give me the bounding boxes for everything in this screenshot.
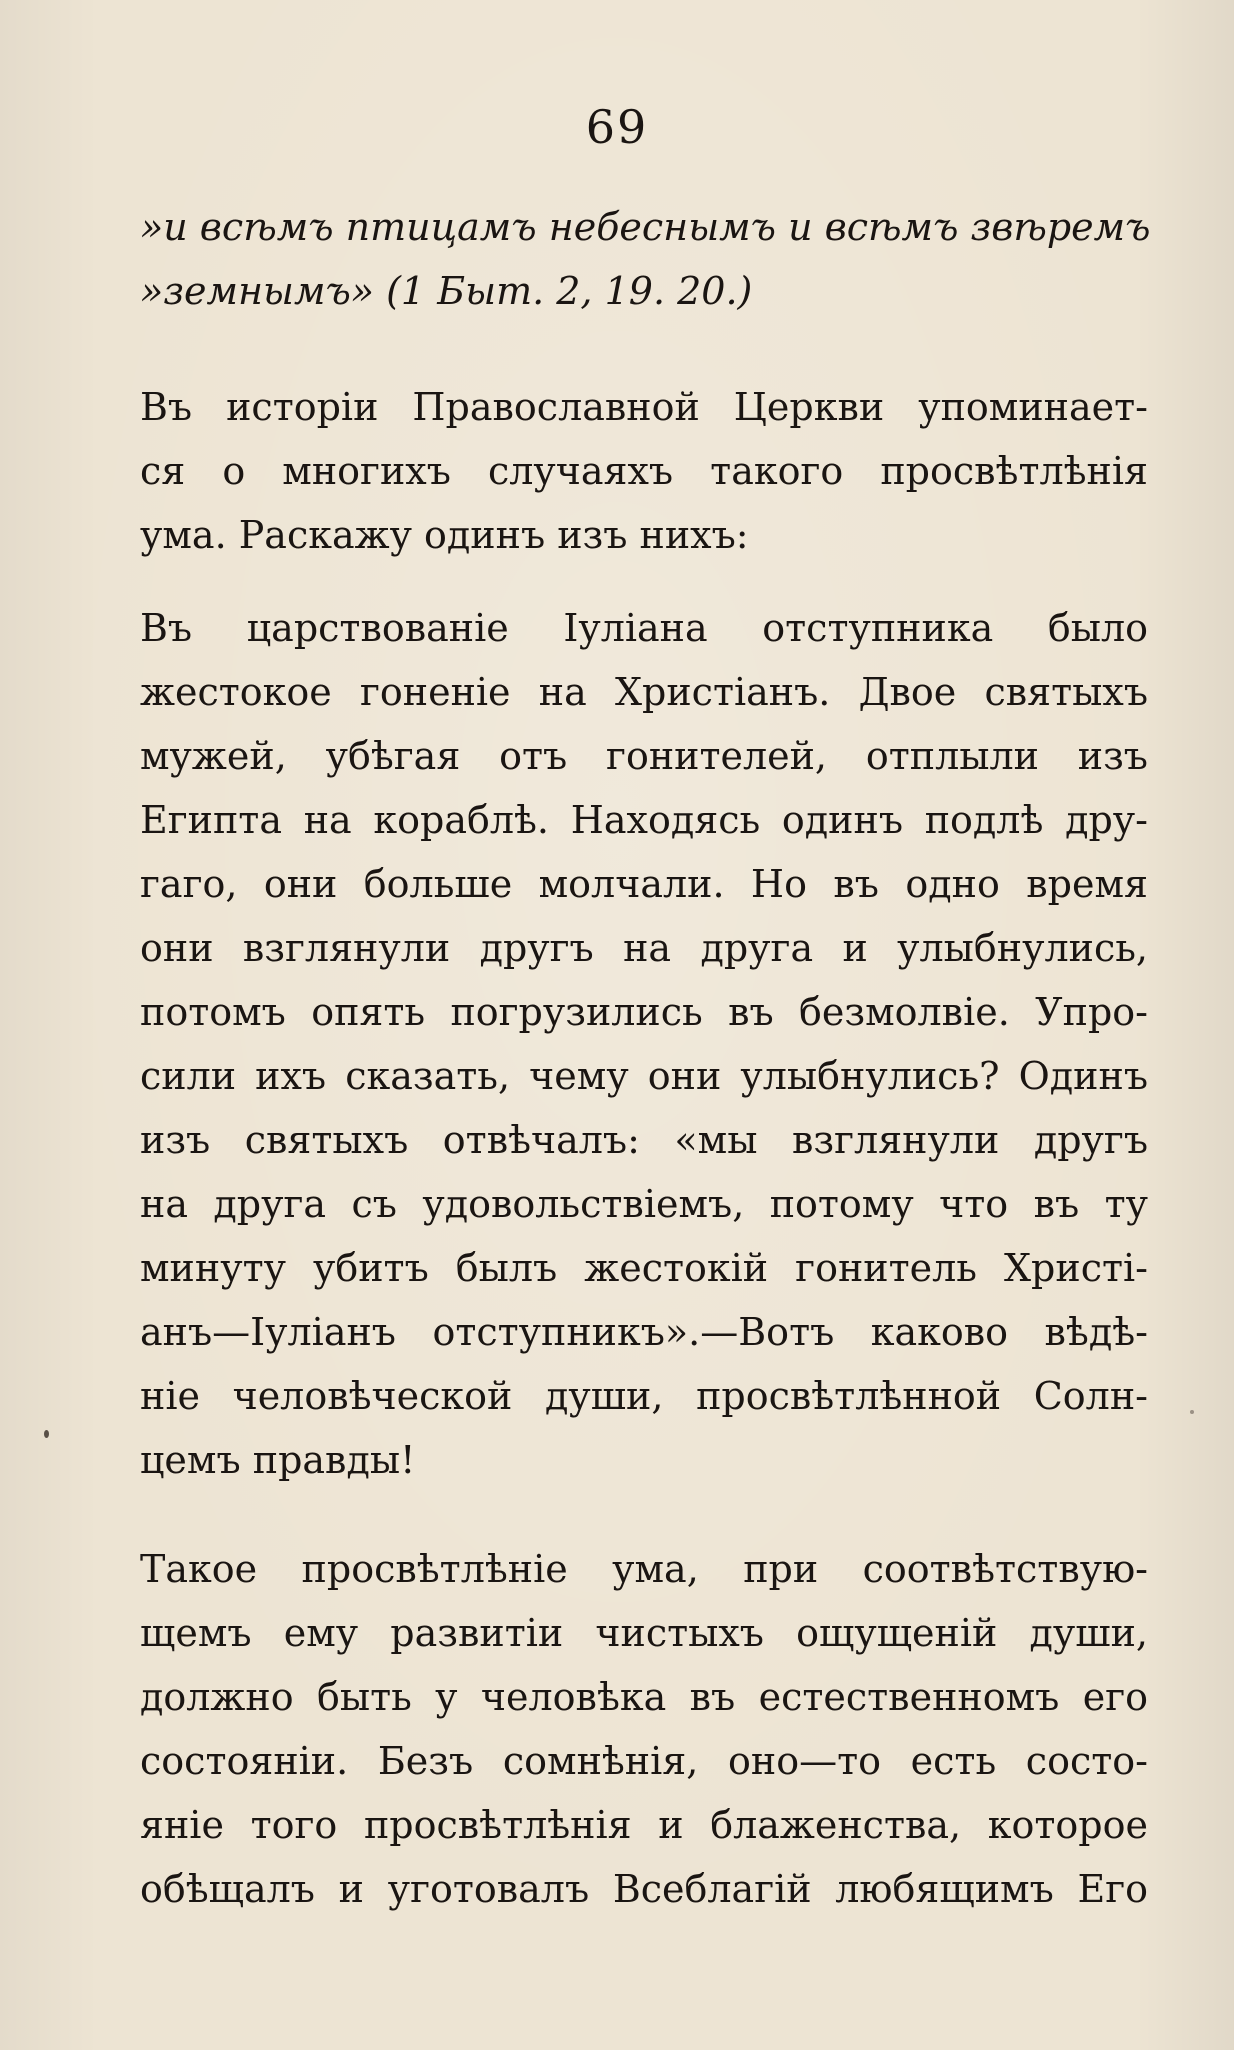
text-line: анъ—Іуліанъ отступникъ».—Вотъ каково вѣдѣ- <box>140 1310 1148 1354</box>
text-line: изъ святыхъ отвѣчалъ: «мы взглянули другъ <box>140 1118 1148 1162</box>
text-line: они взглянули другъ на друга и улыбнулись, <box>140 926 1148 970</box>
text-line: яніе того просвѣтлѣнія и блаженства, которое <box>140 1803 1148 1847</box>
quote-line: »и всѣмъ птицамъ небеснымъ и всѣмъ звѣремъ <box>140 205 1151 249</box>
paragraph <box>140 1537 1148 1921</box>
text-line: ся о многихъ случаяхъ такого просвѣтлѣнія <box>140 449 1148 493</box>
text-line: должно быть у человѣка въ естественномъ его <box>140 1675 1148 1719</box>
text-line: Въ исторіи Православной Церкви упоминает- <box>140 385 1148 429</box>
text-line: Такое просвѣтлѣніе ума, при соотвѣтствую- <box>140 1547 1148 1591</box>
text-line: Въ царствованіе Іуліана отступника было <box>140 606 1148 650</box>
ink-speck <box>44 1430 49 1438</box>
paragraph <box>140 375 1148 567</box>
text-line: минуту убитъ былъ жестокій гонитель Христі- <box>140 1246 1148 1290</box>
text-line: состояніи. Безъ сомнѣнія, оно—то есть состо- <box>140 1739 1148 1783</box>
page-number: 69 <box>585 100 649 154</box>
ink-speck <box>1190 1410 1194 1414</box>
text-line: щемъ ему развитіи чистыхъ ощущеній души, <box>140 1611 1148 1655</box>
text-line: ума. Раскажу одинъ изъ нихъ: <box>140 513 749 557</box>
text-line: Египта на кораблѣ. Находясь одинъ подлѣ дру- <box>140 798 1148 842</box>
text-line: гаго, они больше молчали. Но въ одно время <box>140 862 1148 906</box>
text-line: мужей, убѣгая отъ гонителей, отплыли изъ <box>140 734 1148 778</box>
text-line: цемъ правды! <box>140 1438 416 1482</box>
paragraph <box>140 596 1148 1492</box>
text-line: сили ихъ сказать, чему они улыбнулись? Одинъ <box>140 1054 1148 1098</box>
text-line: потомъ опять погрузились въ безмолвіе. Упро- <box>140 990 1148 1034</box>
scripture-quote <box>140 195 1151 323</box>
quote-line: »земнымъ» (1 Быт. 2, 19. 20.) <box>140 269 753 313</box>
text-line: обѣщалъ и уготовалъ Всеблагій любящимъ Его <box>140 1867 1148 1911</box>
text-line: на друга съ удовольствіемъ, потому что въ ту <box>140 1182 1148 1226</box>
text-line: жестокое гоненіе на Христіанъ. Двое святыхъ <box>140 670 1148 714</box>
text-line: ніе человѣческой души, просвѣтлѣнной Солн- <box>140 1374 1148 1418</box>
